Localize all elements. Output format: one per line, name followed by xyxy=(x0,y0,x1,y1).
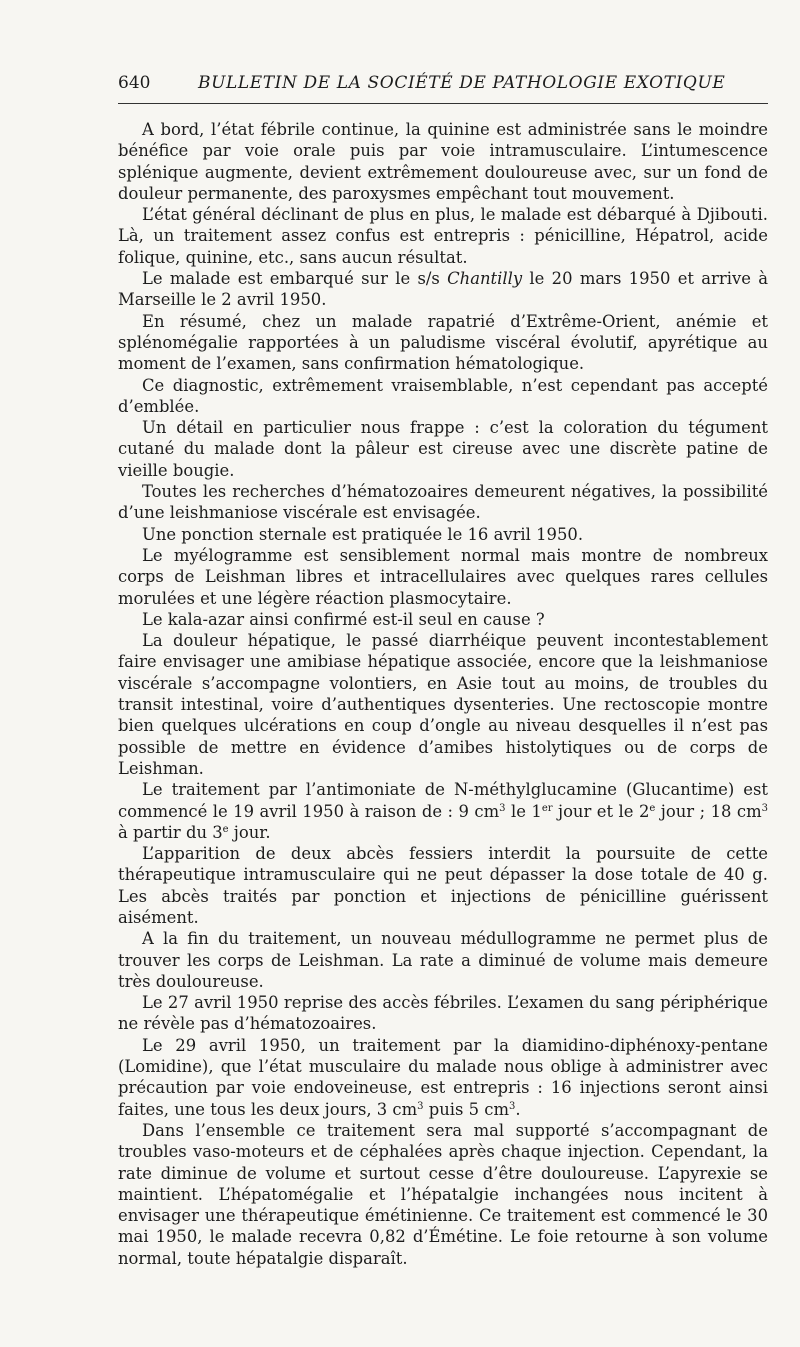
paragraph: Toutes les recherches d’hématozoaires demeurent négatives, la possibilité d’une leishmaniose viscérale est envisagée. xyxy=(118,482,768,523)
paragraph: A bord, l’état fébrile continue, la quinine est administrée sans le moindre bénéfice par voie orale puis par voie intramusculaire. L’intumescence splénique augmente, devient extrêmement douloureuse avec, sur un fond de douleur permanente, des paroxysmes empêchant tout mouvement. xyxy=(118,120,768,203)
paragraph: L’apparition de deux abcès fessiers interdit la poursuite de cette thérapeutique intramusculaire qui ne peut dépasser la dose totale de 40 g. Les abcès traités par ponction et injections de pénicilline guérissent aisément. xyxy=(118,844,768,927)
paragraph: Le myélogramme est sensiblement normal mais montre de nombreux corps de Leishman libres et intracellulaires avec quelques rares cellules morulées et une légère réaction plasmocytaire. xyxy=(118,545,768,608)
paragraph: A la fin du traitement, un nouveau médullogramme ne permet plus de trouver les corps de Leishman. La rate a diminué de volume mais demeure très douloureuse. xyxy=(118,929,768,991)
paragraph: Le malade est embarqué sur le s/s Chantilly le 20 mars 1950 et arrive à Marseille le 2 avril 1950. xyxy=(118,269,768,310)
header-rule xyxy=(118,103,768,104)
paragraph: Le kala-azar ainsi confirmé est-il seul en cause ? xyxy=(142,609,545,629)
paragraph: Le traitement par l’antimoniate de N-méthylglucamine (Glucantime) est commencé le 19 avril 1950 à raison de : 9 $cm^3$ le 1er jour et le 2e jour ; 18 $cm^3$ à partir du 3e jour. xyxy=(118,780,768,842)
paragraph: Le 29 avril 1950, un traitement par la diamidino-diphénoxy-pentane (Lomidine), que l’état musculaire du malade nous oblige à administrer avec précaution par voie endoveineuse, est entrepris : 16 injections seront ainsi faites, une tous les deux jours, 3 $cm^3$ puis 5 $cm^3$. xyxy=(118,1035,768,1119)
paragraph: En résumé, chez un malade rapatrié d’Extrême-Orient, anémie et splénomégalie rapportées à un paludisme viscéral évolutif, apyrétique au moment de l’examen, sans confirmation hématologique. xyxy=(118,311,768,374)
article-body xyxy=(118,119,768,1269)
running-header xyxy=(118,72,768,94)
page-number: 640 xyxy=(118,73,151,93)
paragraph: Dans l’ensemble ce traitement sera mal supporté s’accompagnant de troubles vaso-moteurs et de céphalées après chaque injection. Cependant, la rate diminue de volume et surtout cesse d’être douloureuse. L’apyrexie se maintient. L’hépatomégalie et l’hépatalgie inchangées nous incitent à envisager une thérapeutique émétinienne. Ce traitement est commencé le 30 mai 1950, le malade recevra 0,82 d’Émétine. Le foie retourne à son volume normal, toute hépatalgie disparaît. xyxy=(118,1120,768,1268)
ship-name: Chantilly xyxy=(447,269,523,289)
paragraph: L’état général déclinant de plus en plus, le malade est débarqué à Djibouti. Là, un traitement assez confus est entrepris : pénicilline, Hépatrol, acide folique, quinine, etc., sans aucun résultat. xyxy=(118,205,768,267)
journal-title: BULLETIN DE LA SOCIÉTÉ DE PATHOLOGIE EXOTIQUE xyxy=(198,73,726,93)
paragraph: La douleur hépatique, le passé diarrhéique peuvent incontestablement faire envisager une amibiase hépatique associée, encore que la leishmaniose viscérale s’accompagne volontiers, en Asie tout au moins, de troubles du transit intestinal, voire d’authentiques dysenteries. Une rectoscopie montre bien quelques ulcérations en coup d’ongle au niveau desquelles il n’est pas possible de mettre en évidence d’amibes histolytiques ou de corps de Leishman. xyxy=(118,631,768,778)
paragraph: Ce diagnostic, extrêmement vraisemblable, n’est cependant pas accepté d’emblée. xyxy=(118,375,768,416)
paragraph: Une ponction sternale est pratiquée le 16 avril 1950. xyxy=(142,524,584,544)
paragraph: Le 27 avril 1950 reprise des accès fébriles. L’examen du sang périphérique ne révèle pas d’hématozoaires. xyxy=(118,993,768,1034)
paragraph: Un détail en particulier nous frappe : c’est la coloration du tégument cutané du malade dont la pâleur est cireuse avec une discrète patine de vieille bougie. xyxy=(118,418,768,480)
